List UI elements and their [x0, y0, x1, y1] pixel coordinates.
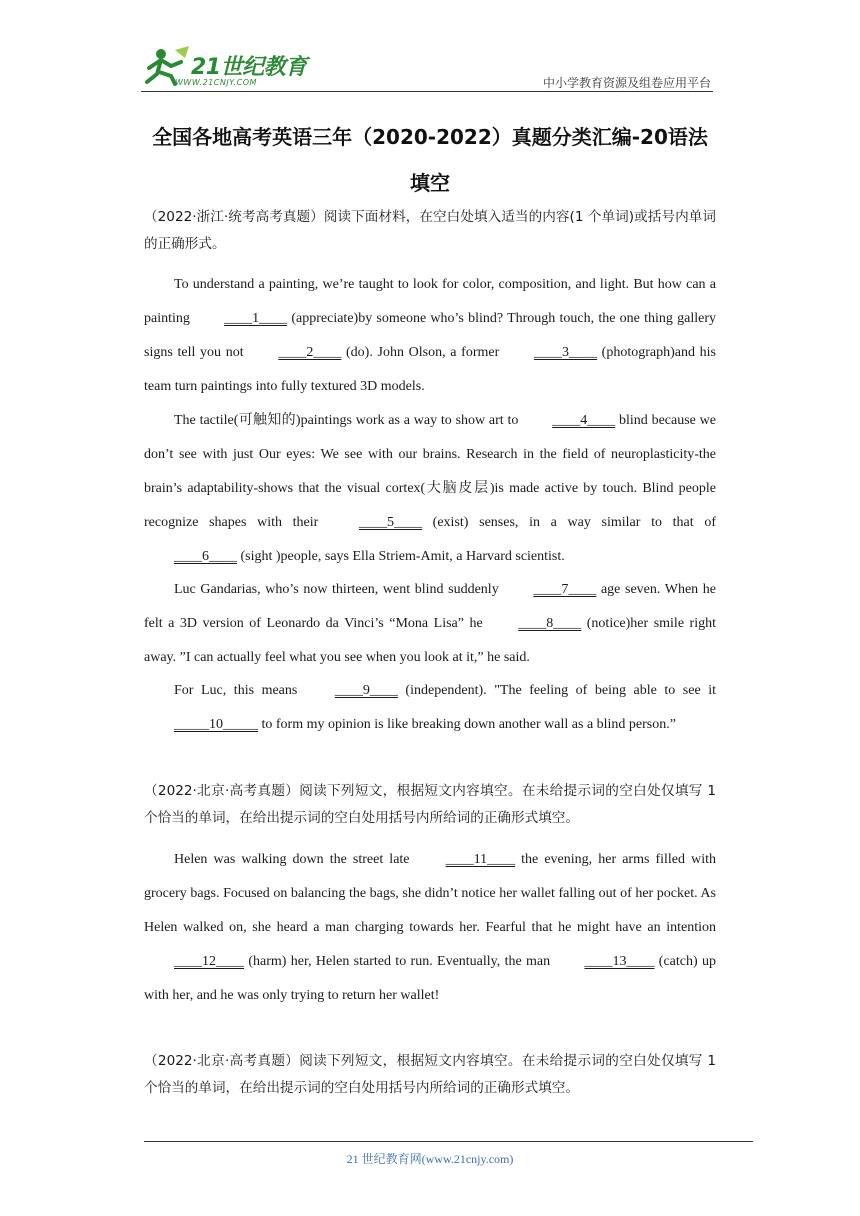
blank-12: ____12____ — [174, 954, 244, 969]
blank-7: ____7____ — [533, 582, 597, 597]
logo-url: WWW.21CNJY.COM — [175, 78, 257, 87]
blank-10: _____10_____ — [174, 717, 258, 732]
section1-paragraph-2: The tactile(可触知的)paintings work as a way to show art to ____4____ blind because we don’t see with just Our eyes: We see with our brains. Research in the field of neuroplasticity-the brain’s adaptability-shows that the visual cortex(大脑皮层)is made active by touch. Blind people recognize shapes with their ____5____ (exist) senses, in a way similar to that of ____6____ (sight )people, says Ella Striem-Amit, a Harvard scientist. — [144, 404, 716, 574]
logo-text: 21世纪教育 — [191, 55, 307, 80]
section1-intro: （2022·浙江·统考高考真题）阅读下面材料，在空白处填入适当的内容(1 个单词)或括号内单词的正确形式。 — [144, 209, 716, 252]
blank-11: ____11____ — [445, 852, 516, 867]
blank-4: ____4____ — [552, 413, 616, 428]
section1-paragraph-1: To understand a painting, we’re taught to look for color, composition, and light. But how can a painting ____1____ (appreciate)by someone who’s blind? Through touch, the one thing gallery signs tell you not ____2____ (do). John Olson, a former ____3____ (photograph)and his team turn paintings into fully textured 3D models. — [144, 277, 716, 394]
blank-2: ____2____ — [278, 345, 342, 360]
footer-divider — [144, 1141, 753, 1142]
page-header — [141, 44, 711, 90]
blank-5: ____5____ — [359, 515, 422, 530]
section2-intro: （2022·北京·高考真题）阅读下列短文，根据短文内容填空。在未给提示词的空白处仅填写 1 个恰当的单词，在给出提示词的空白处用括号内所给词的正确形式填空。 — [144, 783, 716, 826]
section1-paragraph-4: For Luc, this means ____9____ (independent). "The feeling of being able to see it _____10_____ to form my opinion is like breaking down another wall as a blind person.” — [144, 674, 716, 742]
page-footer: 21 世纪教育网(www.21cnjy.com) — [346, 1152, 514, 1166]
blank-13: ____13____ — [584, 954, 655, 969]
page-title-line-2: 填空 — [410, 171, 450, 195]
section1-paragraph-3: Luc Gandarias, who’s now thirteen, went blind suddenly ____7____ age seven. When he felt a 3D version of Leonardo da Vinci’s “Mona Lisa” he ____8____ (notice)her smile right away. ”I can actually feel what you see when you look at it,” he said. — [144, 573, 716, 675]
blank-3: ____3____ — [533, 345, 597, 360]
blank-1: ____1____ — [224, 311, 288, 326]
header-tagline: 中小学教育资源及组卷应用平台 — [542, 76, 711, 90]
header-divider — [141, 91, 713, 92]
page-title-line-1: 全国各地高考英语三年（2020-2022）真题分类汇编-20语法 — [152, 125, 708, 149]
blank-9: ____9____ — [334, 683, 398, 698]
blank-8: ____8____ — [518, 616, 582, 631]
section2-paragraph-1: Helen was walking down the street late ____11____ the evening, her arms filled with grocery bags. Focused on balancing the bags, she didn’t notice her wallet falling out of her pocket. As Helen walked on, she heard a man charging towards her. Fearful that he might have an intention ____12____ (harm) her, Helen started to run. Eventually, the man ____13____ (catch) up with her, and he was only trying to return her wallet! — [144, 843, 716, 1013]
blank-6: ____6____ — [174, 549, 237, 564]
section3-intro: （2022·北京·高考真题）阅读下列短文，根据短文内容填空。在未给提示词的空白处仅填写 1 个恰当的单词，在给出提示词的空白处用括号内所给词的正确形式填空。 — [144, 1053, 716, 1096]
logo — [141, 44, 311, 90]
